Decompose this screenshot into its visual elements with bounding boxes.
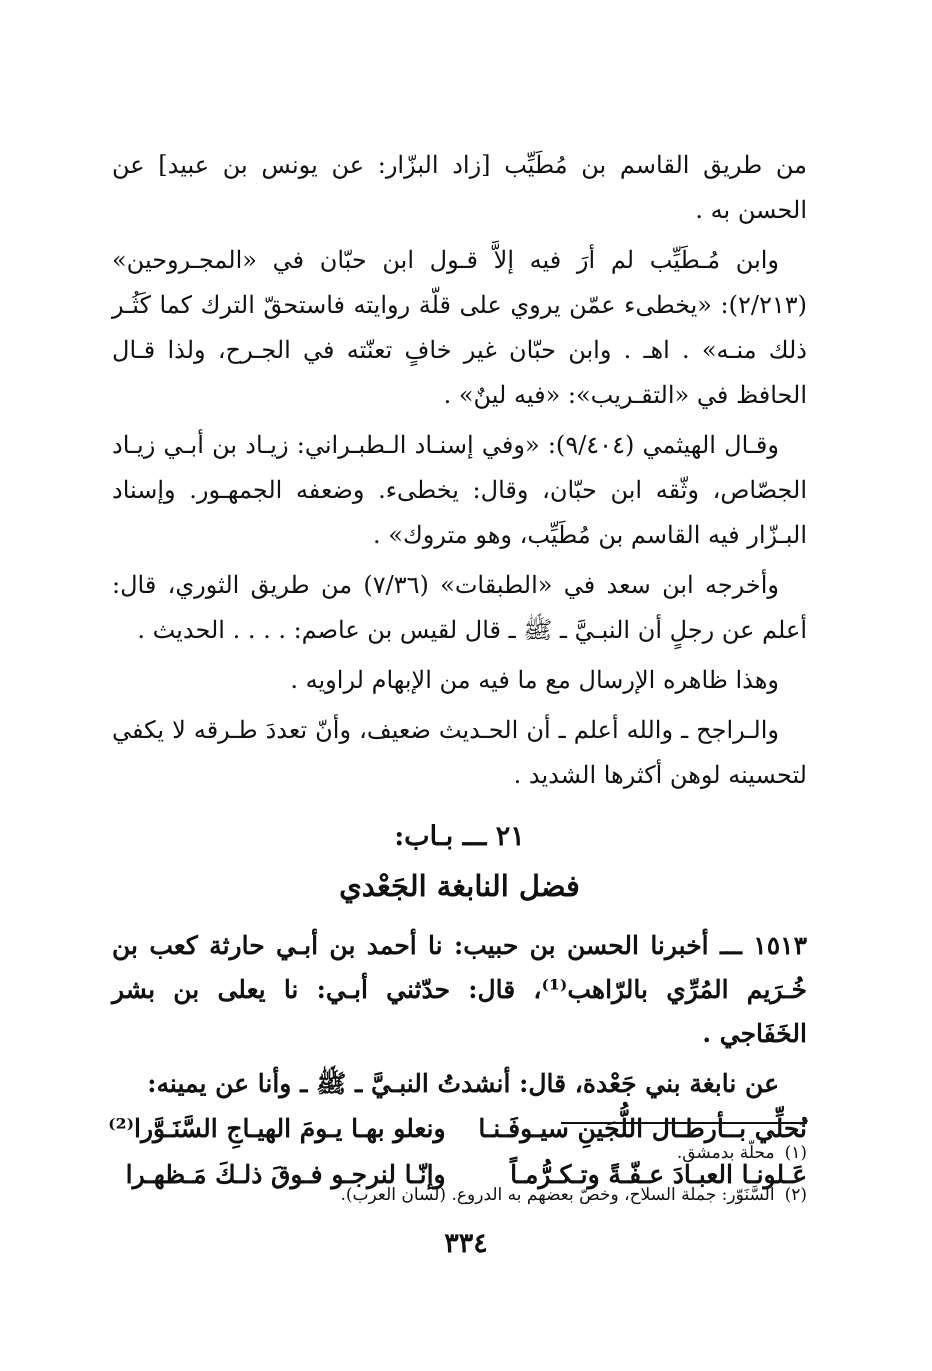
footnote-number: (٢)	[784, 1185, 807, 1205]
chapter-heading	[112, 814, 807, 912]
hadith-narration: عن نابغة بني جَعْدة، قال: أنشدتُ النبـيَّ ـ ﷺ ـ وأنا عن يمينه:	[147, 1069, 779, 1098]
footnote-separator	[561, 1122, 807, 1124]
footnote-text: السَّنَوّر: جملة السلاح، وخصّ بعضهم به الدروع. (لسان العرب).	[340, 1185, 775, 1205]
chapter-title: فضل النابغة الجَعْدي	[339, 869, 580, 903]
verse-second-half: ونعلو بهـا يـومَ الهيـاجِ السَّنَـوَّرا⁽²⁾	[108, 1114, 446, 1143]
paragraph-2: وابن مُـطَيِّب لم أرَ فيه إلاَّ قـول ابن حبّان في «المجـروحين» (٢/٢١٣): «يخطىء عمّن يروي على قلّة روايته فاستحقّ الترك كما كَثُـر ذلك منـه» . اهـ . وابن حبّان غير خافٍ تعنّته في الجـرح، ولذا قـال الحافظ في «التقـريب»: «فيه لينٌ» .	[112, 246, 807, 409]
paragraph-4: وأخرجه ابن سعد في «الطبقات» (٧/٣٦) من طريق الثوري، قال: أعلم عن رجلٍ أن النبـيَّ ـ ﷺ ـ قال لقيس بن عاصم: . . . . الحديث .	[112, 571, 807, 644]
verse-first-half: نُحلِّي بــأرطـال اللُّجَينِ سيـوفَـنـا	[478, 1114, 807, 1143]
footnote	[112, 1132, 807, 1174]
chapter-number: ٢١ ـــ بـاب:	[394, 821, 525, 852]
verse-first-half: عَـلونـا العبـادَ عـفّـةً وتـكـرُّمـاً	[510, 1160, 807, 1189]
hadith-isnad: ١٥١٣ ـــ أخبرنا الحسن بن حبيب: نا أحمد بن أبـي حارثة كعب بن خُـرَيم المُرِّي بالرّاهب⁽¹⁾، قال: حدّثني أبـي: نا يعلى بن بشر الخَفَاجي .	[112, 931, 807, 1048]
verse-second-half: وإنّـا لنرجـو فـوقَ ذلـكَ مَـظهـرا	[125, 1160, 446, 1189]
paragraph-3: وقـال الهيثمي (٩/٤٠٤): «وفي إسنـاد الـطبـراني: زيـاد بن أبـي زيـاد الجصّاص، وثّقه ابن حبّان، وقال: يخطىء. وضعفه الجمهـور. وإسناد البـزّار فيه القاسم بن مُطَيِّب، وهو متروك» .	[112, 431, 807, 549]
footnote-number: (١)	[784, 1143, 807, 1163]
paragraph-1: من طريق القاسم بن مُطَيِّب [زاد البزّار: عن يونس بن عبيد] عن الحسن به .	[112, 151, 808, 224]
paragraph-5: وهذا ظاهره الإرسال مع ما فيه من الإبهام لراويه .	[290, 666, 779, 694]
footnote	[112, 1174, 807, 1216]
paragraph-6: والـراجح ـ والله أعلم ـ أن الحـديث ضعيف، وأنّ تعددَ طـرقه لا يكفي لتحسينه لوهن أكثرها الشديد .	[112, 716, 807, 789]
main-text	[108, 143, 808, 1198]
footnotes	[112, 1132, 807, 1216]
page-number: ٣٣٤	[444, 1228, 488, 1259]
footnote-text: محلّة بدمشق.	[676, 1143, 775, 1163]
